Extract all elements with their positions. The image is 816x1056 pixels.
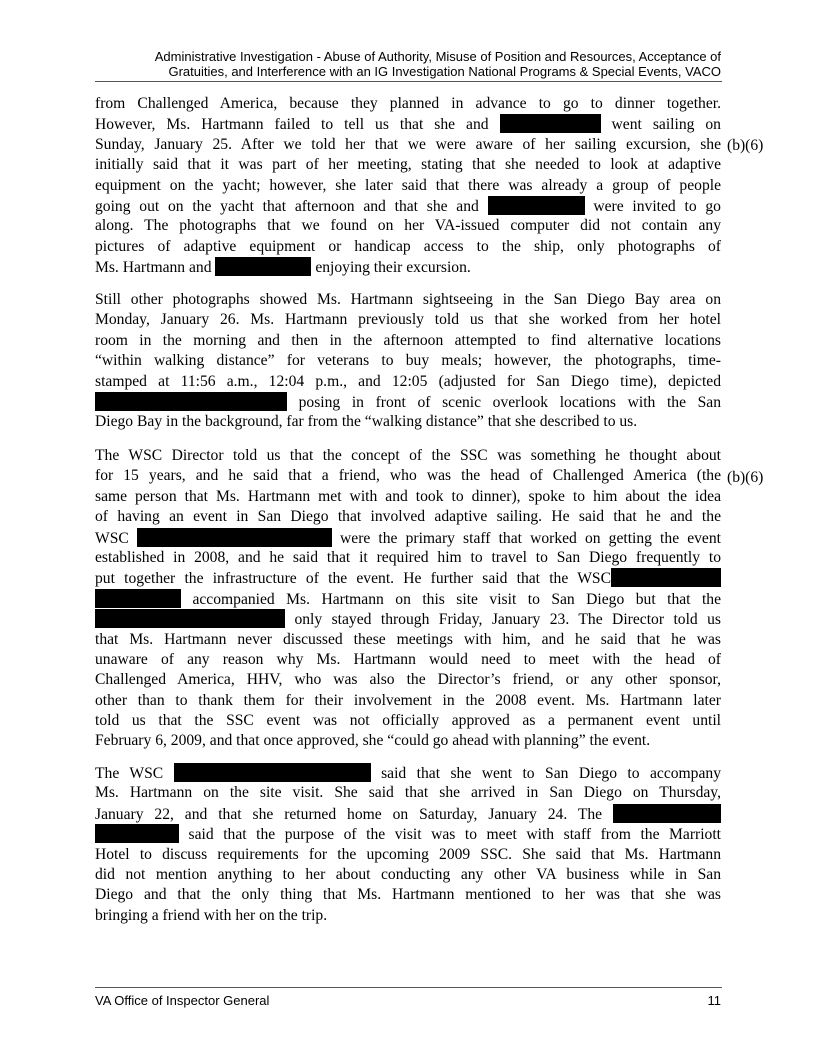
- redaction-box: [611, 568, 721, 587]
- text-line: [95, 885, 721, 905]
- text-span: January 22, and that she returned home on Saturday, January 24. The: [95, 805, 603, 823]
- text-span: Hotel to discuss requirements for the upcoming 2009 SSC. She said that Ms. Hartmann: [95, 845, 721, 863]
- text-span: going out on the yacht that afternoon and that she and: [95, 197, 479, 215]
- text-line: [95, 906, 721, 926]
- text-line: [95, 196, 721, 216]
- text-span: unaware of any reason why Ms. Hartmann would need to meet with the head of: [95, 650, 721, 668]
- text-line: [95, 783, 721, 803]
- text-span: along. The photographs that we found on her VA-issued computer did not contain any: [95, 217, 721, 235]
- redaction-box: [488, 196, 585, 215]
- page-header: [95, 49, 721, 79]
- footer-rule: [95, 987, 722, 988]
- redaction-box: [174, 763, 371, 782]
- text-span: Ms. Hartmann on the site visit. She said that she arrived in San Diego on Thursday,: [95, 784, 721, 802]
- text-span: equipment on the yacht; however, she later said that there was already a group of people: [95, 176, 721, 194]
- text-line: [95, 94, 721, 114]
- text-span: Sunday, January 25. After we told her that we were aware of her sailing excursion, she: [95, 135, 721, 153]
- redaction-box: [215, 257, 311, 276]
- text-line: [95, 135, 721, 155]
- text-span: put together the infrastructure of the event. He further said that the WSC: [95, 570, 611, 588]
- redaction-box: [500, 114, 601, 133]
- text-line: [95, 630, 721, 650]
- text-span: Diego and that the only thing that Ms. Hartmann mentioned to her was that she was: [95, 886, 721, 904]
- text-span: for 15 years, and he said that a friend, who was the head of Challenged America (the: [95, 467, 721, 485]
- page-number: 11: [707, 993, 721, 1008]
- text-line: [95, 711, 721, 731]
- text-span: did not mention anything to her about conducting any other VA business while in San: [95, 865, 721, 883]
- paragraph-3: [95, 446, 721, 752]
- text-span: enjoying their excursion.: [315, 259, 471, 277]
- footer-organization: VA Office of Inspector General: [95, 993, 270, 1008]
- text-line: [95, 609, 721, 629]
- text-line: [95, 290, 721, 310]
- margin-note-exemption: (b)(6): [727, 469, 764, 486]
- paragraph-1: [95, 94, 721, 278]
- text-span: that Ms. Hartmann never discussed these meetings with him, and he said that he was: [95, 630, 721, 648]
- text-line: [95, 589, 721, 609]
- text-span: “within walking distance” for veterans to buy meals; however, the photographs, time-: [95, 352, 721, 370]
- margin-note-exemption: (b)(6): [727, 137, 764, 154]
- text-line: [95, 804, 721, 824]
- text-span: established in 2008, and he said that it required him to travel to San Diego frequently to: [95, 548, 721, 566]
- text-span: pictures of adaptive equipment or handicap access to the ship, only photographs of: [95, 237, 721, 255]
- text-span: only stayed through Friday, January 23. The Director told us: [294, 611, 721, 629]
- text-span: Challenged America, HHV, who was also the Director’s friend, or any other sponsor,: [95, 671, 721, 689]
- text-span: WSC: [95, 529, 129, 547]
- text-line: [95, 824, 721, 844]
- redaction-box: [95, 589, 181, 608]
- redaction-box: [613, 804, 721, 823]
- text-line: [95, 446, 721, 466]
- text-line: [95, 865, 721, 885]
- header-line-1: Administrative Investigation - Abuse of Authority, Misuse of Position and Resources, Acceptance of: [154, 49, 721, 64]
- text-line: [95, 507, 721, 527]
- text-line: [95, 216, 721, 236]
- text-line: [95, 155, 721, 175]
- text-span: from Challenged America, because they planned in advance to go to dinner together.: [95, 95, 721, 112]
- text-span: The WSC Director told us that the concept of the SSC was something he thought about: [95, 447, 721, 464]
- text-line: [95, 412, 721, 432]
- text-line: [95, 548, 721, 568]
- text-line: [95, 528, 721, 548]
- text-line: [95, 731, 721, 751]
- redaction-box: [95, 392, 287, 411]
- text-span: went sailing on: [611, 116, 721, 134]
- text-line: [95, 763, 721, 783]
- paragraph-4: [95, 763, 721, 926]
- text-span: told us that the SSC event was not officially approved as a permanent event until: [95, 712, 721, 730]
- text-span: posing in front of scenic overlook locations with the San: [298, 393, 721, 411]
- text-span: bringing a friend with her on the trip.: [95, 906, 328, 924]
- text-span: initially said that it was part of her meeting, stating that she needed to look at adaptive: [95, 156, 721, 174]
- text-span: said that the purpose of the visit was to meet with staff from the Marriott: [188, 826, 721, 844]
- text-span: stamped at 11:56 a.m., 12:04 p.m., and 12:05 (adjusted for San Diego time), depicted: [95, 372, 721, 390]
- text-line: [95, 568, 721, 588]
- text-line: [95, 845, 721, 865]
- text-line: [95, 372, 721, 392]
- text-line: [95, 351, 721, 371]
- text-line: [95, 310, 721, 330]
- text-span: were the primary staff that worked on getting the event: [340, 529, 721, 547]
- text-span: Still other photographs showed Ms. Hartmann sightseeing in the San Diego Bay area on: [95, 291, 721, 308]
- text-line: [95, 487, 721, 507]
- text-span: February 6, 2009, and that once approved, she “could go ahead with planning” the event.: [95, 732, 651, 750]
- text-span: accompanied Ms. Hartmann on this site visit to San Diego but that the: [192, 590, 721, 608]
- text-line: [95, 237, 721, 257]
- text-line: [95, 691, 721, 711]
- redaction-box: [95, 609, 285, 628]
- redaction-box: [95, 824, 179, 843]
- text-span: of having an event in San Diego that involved adaptive sailing. He said that he and the: [95, 508, 721, 526]
- text-span: The WSC: [95, 765, 164, 782]
- text-span: other than to thank them for their involvement in the 2008 event. Ms. Hartmann later: [95, 691, 721, 709]
- text-span: same person that Ms. Hartmann met with and took to dinner), spoke to him about the idea: [95, 487, 721, 505]
- text-line: [95, 650, 721, 670]
- header-line-2: Gratuities, and Interference with an IG Investigation National Programs & Special Events, VACO: [168, 64, 721, 79]
- text-span: were invited to go: [593, 197, 721, 215]
- text-span: However, Ms. Hartmann failed to tell us that she and: [95, 116, 489, 134]
- text-span: Ms. Hartmann and: [95, 259, 212, 277]
- text-line: [95, 466, 721, 486]
- header-rule: [95, 81, 722, 82]
- text-span: Monday, January 26. Ms. Hartmann previously told us that she worked from her hotel: [95, 311, 721, 329]
- text-line: [95, 176, 721, 196]
- text-span: Diego Bay in the background, far from the “walking distance” that she described to us.: [95, 413, 638, 431]
- redaction-box: [137, 528, 332, 547]
- text-span: room in the morning and then in the afternoon attempted to find alternative locations: [95, 331, 721, 349]
- text-line: [95, 257, 721, 277]
- text-line: [95, 331, 721, 351]
- paragraph-2: [95, 290, 721, 433]
- text-span: said that she went to San Diego to accompany: [381, 765, 721, 782]
- text-line: [95, 114, 721, 134]
- text-line: [95, 392, 721, 412]
- text-line: [95, 670, 721, 690]
